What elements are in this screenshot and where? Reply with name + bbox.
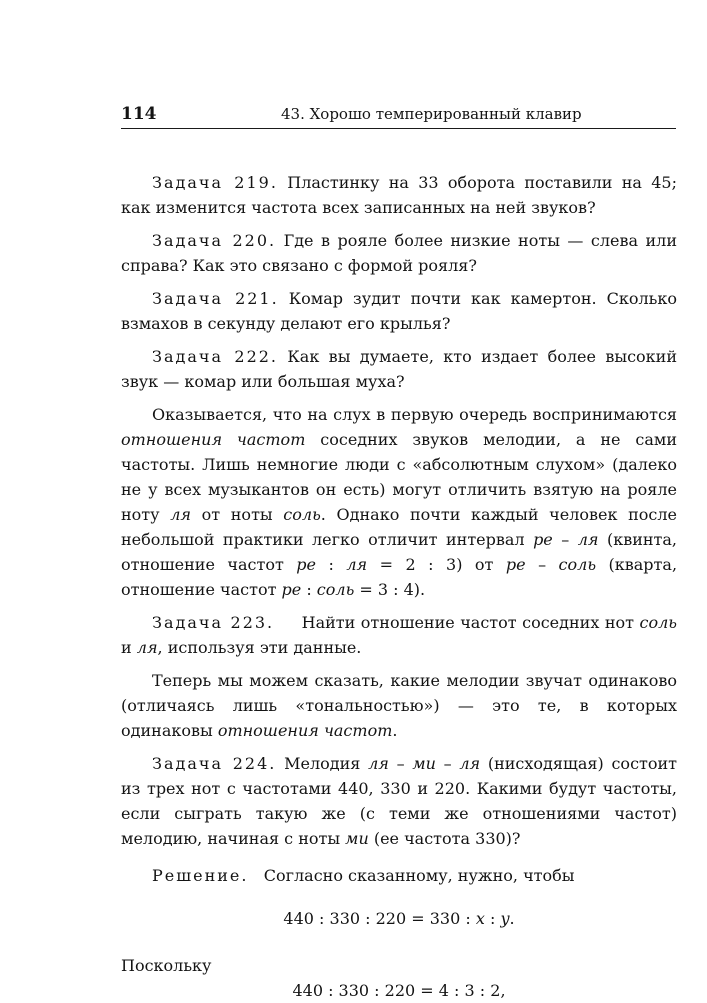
chapter-title: 43. Хорошо темперированный клавир [281, 105, 582, 123]
note-name: ре [505, 555, 526, 574]
note-name: ля [577, 530, 599, 549]
emphasis: отношения частот [217, 721, 393, 740]
problem-223: Задача 223. Найти отношение частот соседних нот соль и ля, используя эти данные. [121, 613, 677, 657]
problem-text: Комар зудит почти как камертон. Сколько взмахов в секунду делают его крылья? [121, 289, 678, 333]
note-name: соль [558, 555, 597, 574]
problem-text: Где в рояле более низкие ноты — слева или справа? Как это связано с формой рояля? [121, 231, 678, 275]
variable-y: y [500, 909, 510, 928]
emphasis: отношения частот [121, 430, 306, 449]
problem-label: Задача 223. [152, 613, 275, 632]
note-name: соль [283, 505, 321, 524]
note-name: ля [346, 555, 368, 574]
running-header [121, 104, 676, 129]
note-name: ре [281, 580, 302, 599]
note-name: соль [316, 580, 355, 599]
note-name: ля [459, 754, 481, 773]
note-name: ля [136, 638, 158, 657]
note-name: соль [639, 613, 677, 632]
problem-text: Как вы думаете, кто издает более высокий звук — комар или большая муха? [121, 347, 677, 391]
explanation-paragraph: Оказывается, что на слух в первую очередь воспринимаются отношения частот соседних звуков мелодии, а не сами частоты. Лишь немногие люди с «абсолютным слухом» (далеко не у всех музыкантов он есть) могут отличить взятую на рояле ноту ля от ноты соль. Однако почти каждый человек после небольшой практики легко отличит интервал ре – ля (квинта, отношение частот ре : ля = 2 : 3) от ре – соль (кварта, отношение частот ре : соль = 3 : 4). [121, 405, 678, 599]
formula-1: 440 : 330 : 220 = 330 : x : y. [283, 909, 515, 928]
problem-label: Задача 220. [152, 231, 277, 250]
problem-219 [121, 170, 677, 220]
note-name: ля [170, 505, 191, 524]
formula-2: 440 : 330 : 220 = 4 : 3 : 2, [292, 981, 506, 1000]
problem-text: Пластинку на 33 оборота поставили на 45; как изменится частота всех записанных на ней звуков? [121, 173, 677, 217]
problem-224: Задача 224. Мелодия ля – ми – ля (нисходящая) состоит из трех нот с частотами 440, 330 и 220. Какими будут частоты, если сыграть такую же (с теми же отношениями частот) мелодию, начиная с ноты ми (ее частота 330)? [121, 754, 678, 848]
problem-222 [121, 344, 677, 394]
problem-220 [121, 228, 677, 278]
problem-label: Задача 221. [152, 289, 279, 308]
page-number: 114 [121, 104, 157, 124]
note-name: ре [296, 555, 317, 574]
note-name: ми [345, 829, 369, 848]
melody-paragraph: Теперь мы можем сказать, какие мелодии звучат одинаково (отличаясь лишь «тональностью») — это те, в которых одинаковы отношения частот. [121, 671, 677, 740]
note-name: ля [368, 754, 389, 773]
page-body [121, 170, 677, 1003]
problem-221 [121, 286, 677, 336]
problem-label: Задача 219. [152, 173, 278, 192]
solution-paragraph: Решение. Согласно сказанному, нужно, чтобы [152, 866, 575, 885]
problem-label: Задача 222. [152, 347, 279, 366]
problem-label: Задача 224. [152, 754, 277, 773]
solution-label: Решение. [152, 866, 249, 885]
note-name: ре [533, 530, 553, 549]
note-name: ми [412, 754, 436, 773]
variable-x: x [475, 909, 485, 928]
since-line: Поскольку [121, 956, 212, 975]
